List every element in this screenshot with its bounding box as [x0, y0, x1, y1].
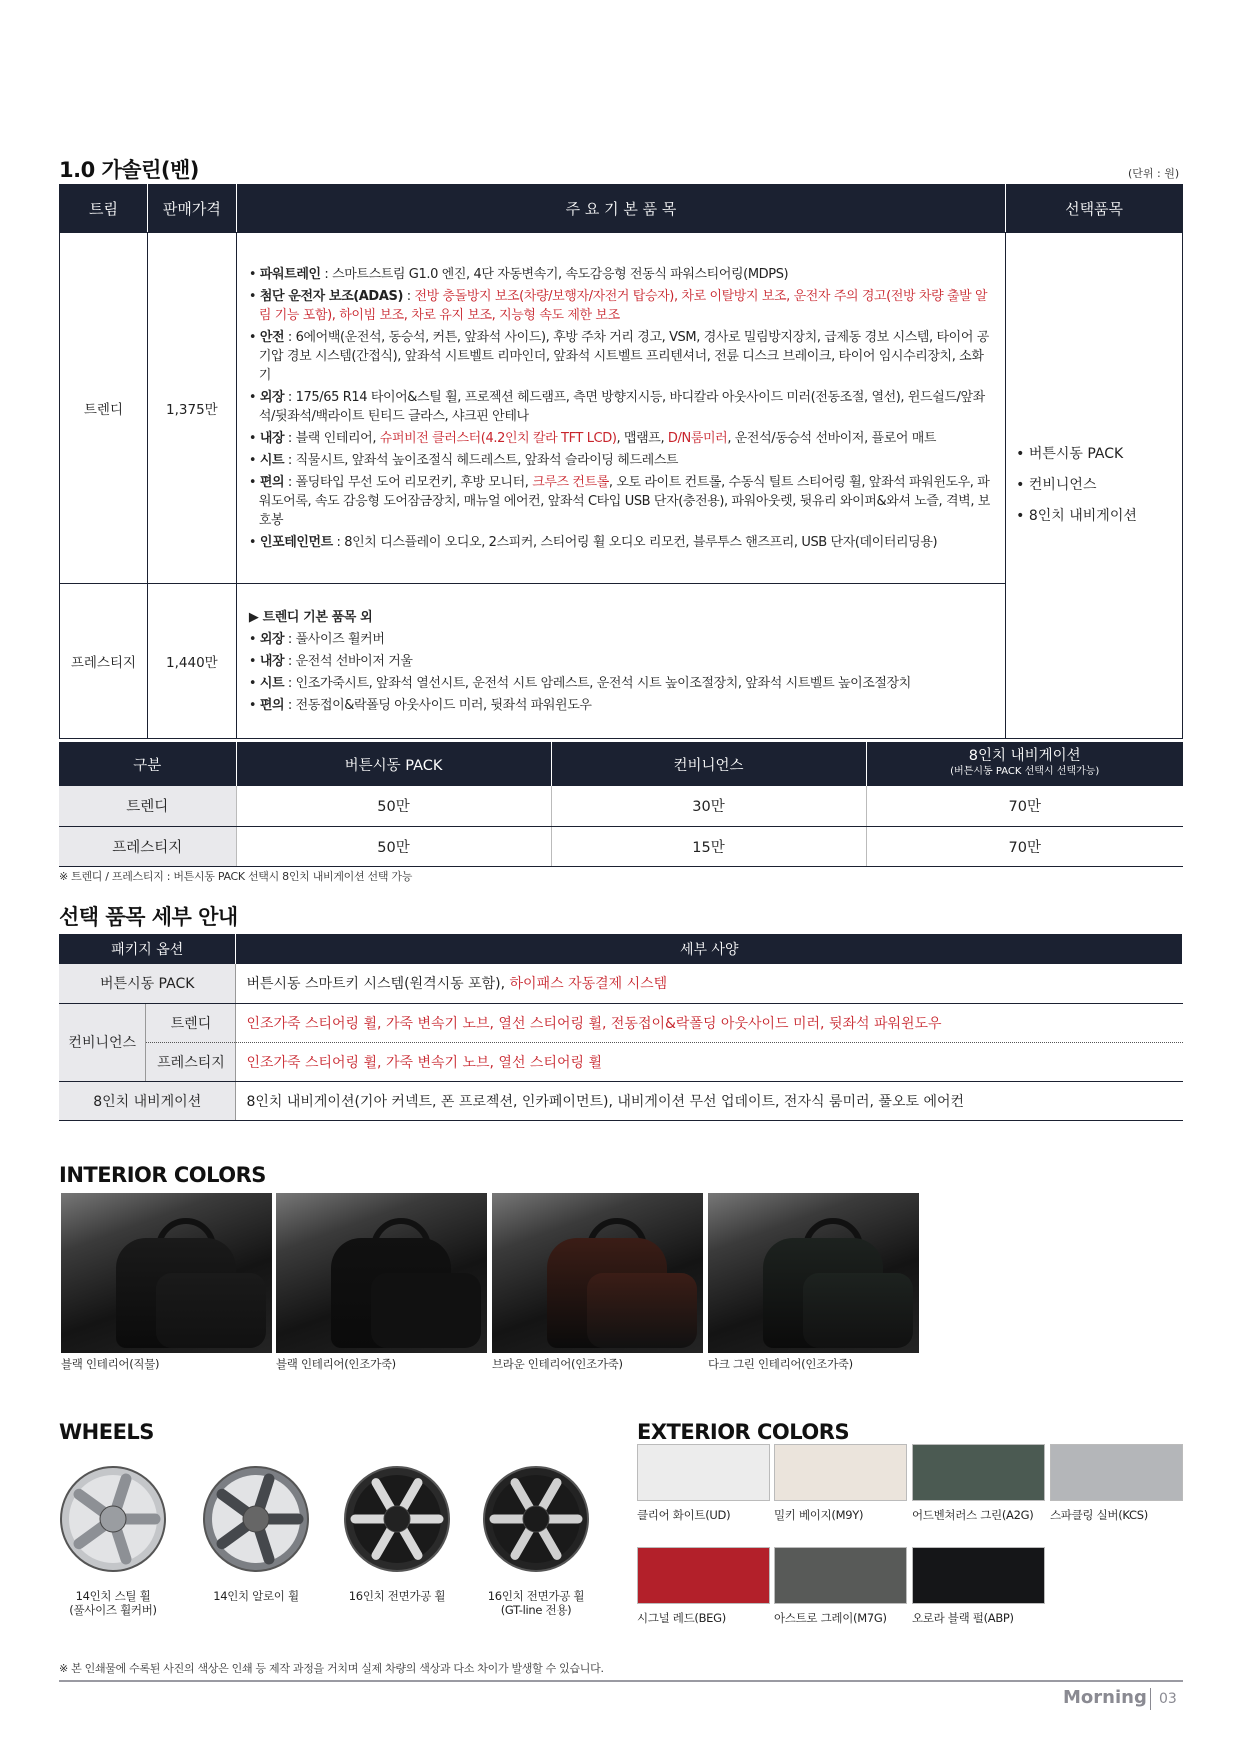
- footer-divider: [59, 1680, 1183, 1682]
- header-trim: 트림: [60, 185, 148, 233]
- trim-price: 1,375만: [147, 233, 236, 584]
- feature-item: • 인포테인먼트 : 8인치 디스플레이 오디오, 2스피커, 스티어링 휠 오디오 리모컨, 블루투스 핸즈프리, USB 단자(데이터리딩용): [249, 533, 993, 552]
- interior-caption: 브라운 인테리어(인조가죽): [492, 1357, 623, 1371]
- interior-caption: 다크 그린 인테리어(인조가죽): [708, 1357, 853, 1371]
- feature-item: • 파워트레인 : 스마트스트림 G1.0 엔진, 4단 자동변속기, 속도감응형 전동식 파워스티어링(MDPS): [249, 265, 993, 284]
- wheel-image: [343, 1465, 451, 1573]
- section-title-option-detail: 선택 품목 세부 안내: [59, 905, 238, 929]
- option-detail-table: [59, 934, 1183, 1121]
- wheel-image: [482, 1465, 590, 1573]
- feature-item: • 시트 : 인조가죽시트, 앞좌석 열선시트, 운전석 시트 암레스트, 운전석 시트 높이조절장치, 앞좌석 시트벨트 높이조절장치: [249, 674, 993, 693]
- table-row: 프레스티지 50만 15만 70만: [59, 826, 1183, 866]
- header-price: 판매가격: [147, 185, 236, 233]
- section-title-exterior: EXTERIOR COLORS: [637, 1420, 850, 1444]
- header-navigation: 8인치 내비게이션 (버튼시동 PACK 선택시 선택가능): [866, 742, 1183, 786]
- table-row: 프레스티지 인조가죽 스티어링 휠, 가죽 변속기 노브, 열선 스티어링 휠: [59, 1042, 1183, 1081]
- table-row: 버튼시동 PACK 버튼시동 스마트키 시스템(원격시동 포함), 하이패스 자동결제 시스템: [59, 964, 1183, 1003]
- feature-item: • 안전 : 6에어백(운전석, 동승석, 커튼, 앞좌석 사이드), 후방 주차 거리 경고, VSM, 경사로 밀림방지장치, 급제동 경보 시스템, 타이어 공기압 경보 시스템(간접식), 앞좌석 시트벨트 리마인더, 앞좌석 시트벨트 프리텐셔너, 전륜 디스크 브레이크, 타이어 임시수리장치, 소화기: [249, 328, 993, 385]
- interior-photo: [276, 1193, 487, 1353]
- wheel-caption: 16인치 전면가공 휠 (GT-line 전용): [487, 1589, 585, 1617]
- feature-list-prestige: [237, 597, 1005, 726]
- option-price-table: [59, 742, 1183, 867]
- color-caption: 시그널 레드(BEG): [637, 1611, 726, 1625]
- color-swatch: [912, 1444, 1045, 1501]
- color-caption: 클리어 화이트(UD): [637, 1508, 731, 1522]
- header-main-features: 주 요 기 본 품 목: [236, 185, 1005, 233]
- section-title-interior: INTERIOR COLORS: [59, 1163, 266, 1187]
- disclaimer: ※ 본 인쇄물에 수록된 사진의 색상은 인쇄 등 제작 과정을 거치며 실제 차량의 색상과 다소 차이가 발생할 수 있습니다.: [59, 1662, 604, 1675]
- color-caption: 오로라 블랙 펄(ABP): [912, 1611, 1014, 1625]
- feature-item: • 첨단 운전자 보조(ADAS) : 전방 충돌방지 보조(차량/보행자/자전거 탑승자), 차로 이탈방지 보조, 운전자 주의 경고(전방 차량 출발 알림 기능 포함), 하이빔 보조, 차로 유지 보조, 지능형 속도 제한 보조: [249, 287, 993, 325]
- interior-caption: 블랙 인테리어(인조가죽): [276, 1357, 396, 1371]
- color-caption: 어드벤쳐러스 그린(A2G): [912, 1508, 1034, 1522]
- option-item: • 컨비니언스: [1016, 470, 1182, 501]
- section-title-gasoline-van: 1.0 가솔린(밴): [59, 158, 199, 182]
- color-swatch: [1050, 1444, 1183, 1501]
- header-button-pack: 버튼시동 PACK: [236, 742, 551, 786]
- feature-item: • 내장 : 블랙 인테리어, 슈퍼비전 클러스터(4.2인치 칼라 TFT LCD), 맵램프, D/N룸미러, 운전석/동승석 선바이저, 플로어 매트: [249, 429, 993, 448]
- wheel-image: [202, 1465, 310, 1573]
- color-swatch: [637, 1547, 770, 1604]
- feature-item: • 시트 : 직물시트, 앞좌석 높이조절식 헤드레스트, 앞좌석 슬라이딩 헤드레스트: [249, 451, 993, 470]
- header-package-option: 패키지 옵션: [59, 934, 236, 964]
- header-convenience: 컨비니언스: [551, 742, 866, 786]
- feature-item: • 외장 : 175/65 R14 타이어&스틸 휠, 프로젝션 헤드램프, 측면 방향지시등, 바디칼라 아웃사이드 미러(전동조절, 열선), 윈드쉴드/앞좌석/뒷좌석/백라이트 틴티드 글라스, 샤크핀 안테나: [249, 388, 993, 426]
- color-swatch: [774, 1547, 907, 1604]
- table-row: 트렌디 50만 30만 70만: [59, 786, 1183, 826]
- footer-brand: Morning: [1063, 1687, 1147, 1708]
- color-swatch: [637, 1444, 770, 1501]
- header-detail-spec: 세부 사양: [236, 934, 1183, 964]
- interior-caption: 블랙 인테리어(직물): [61, 1357, 160, 1371]
- color-swatch: [774, 1444, 907, 1501]
- table-row: 8인치 내비게이션 8인치 내비게이션(기아 커넥트, 폰 프로젝션, 인카페이먼트), 내비게이션 무선 업데이트, 전자식 룸미러, 풀오토 에어컨: [59, 1081, 1183, 1120]
- section-title-wheels: WHEELS: [59, 1420, 154, 1444]
- feature-item: • 편의 : 전동접이&락폴딩 아웃사이드 미러, 뒷좌석 파워윈도우: [249, 696, 993, 715]
- footer-separator: [1150, 1688, 1151, 1710]
- option-list: [1006, 439, 1182, 532]
- color-caption: 밀키 베이지(M9Y): [774, 1508, 864, 1522]
- header-category: 구분: [59, 742, 236, 786]
- trim-name: 트렌디: [60, 233, 148, 584]
- interior-photo: [61, 1193, 272, 1353]
- wheel-caption: 14인치 알로이 휠: [213, 1589, 299, 1603]
- color-caption: 스파클링 실버(KCS): [1050, 1508, 1148, 1522]
- interior-photo: [708, 1193, 919, 1353]
- trim-table: [59, 184, 1183, 739]
- wheel-caption: 14인치 스틸 휠 (풀사이즈 휠커버): [69, 1589, 157, 1617]
- wheel-caption: 16인치 전면가공 휠: [348, 1589, 446, 1603]
- trim-name: 프레스티지: [60, 584, 148, 739]
- page-number: 03: [1159, 1691, 1177, 1707]
- wheel-image: [59, 1465, 167, 1573]
- trim-price: 1,440만: [147, 584, 236, 739]
- option-item: • 8인치 내비게이션: [1016, 501, 1182, 532]
- table-row: 컨비니언스 트렌디 인조가죽 스티어링 휠, 가죽 변속기 노브, 열선 스티어링 휠, 전동접이&락폴딩 아웃사이드 미러, 뒷좌석 파워윈도우: [59, 1003, 1183, 1042]
- feature-item: • 외장 : 풀사이즈 휠커버: [249, 630, 993, 649]
- header-options: 선택품목: [1006, 185, 1183, 233]
- option-item: • 버튼시동 PACK: [1016, 439, 1182, 470]
- unit-label: (단위 : 원): [1128, 167, 1180, 180]
- feature-intro: ▶ 트렌디 기본 품목 외: [248, 609, 373, 625]
- feature-item: • 편의 : 폴딩타입 무선 도어 리모컨키, 후방 모니터, 크루즈 컨트롤, 오토 라이트 컨트롤, 수동식 틸트 스티어링 휠, 앞좌석 파워윈도우, 파워도어록, 속도 감응형 도어잠금장치, 매뉴얼 에어컨, 앞좌석 C타입 USB 단자(충전용), 파워아웃렛, 뒷유리 와이퍼&와셔 노즐, 격벽, 보호봉: [249, 473, 993, 530]
- color-swatch: [912, 1547, 1045, 1604]
- feature-item: • 내장 : 운전석 선바이저 거울: [249, 652, 993, 671]
- feature-list-trendy: [237, 254, 1005, 563]
- price-note: ※ 트렌디 / 프레스티지 : 버튼시동 PACK 선택시 8인치 내비게이션 선택 가능: [59, 870, 413, 883]
- interior-photo: [492, 1193, 703, 1353]
- color-caption: 아스트로 그레이(M7G): [774, 1611, 887, 1625]
